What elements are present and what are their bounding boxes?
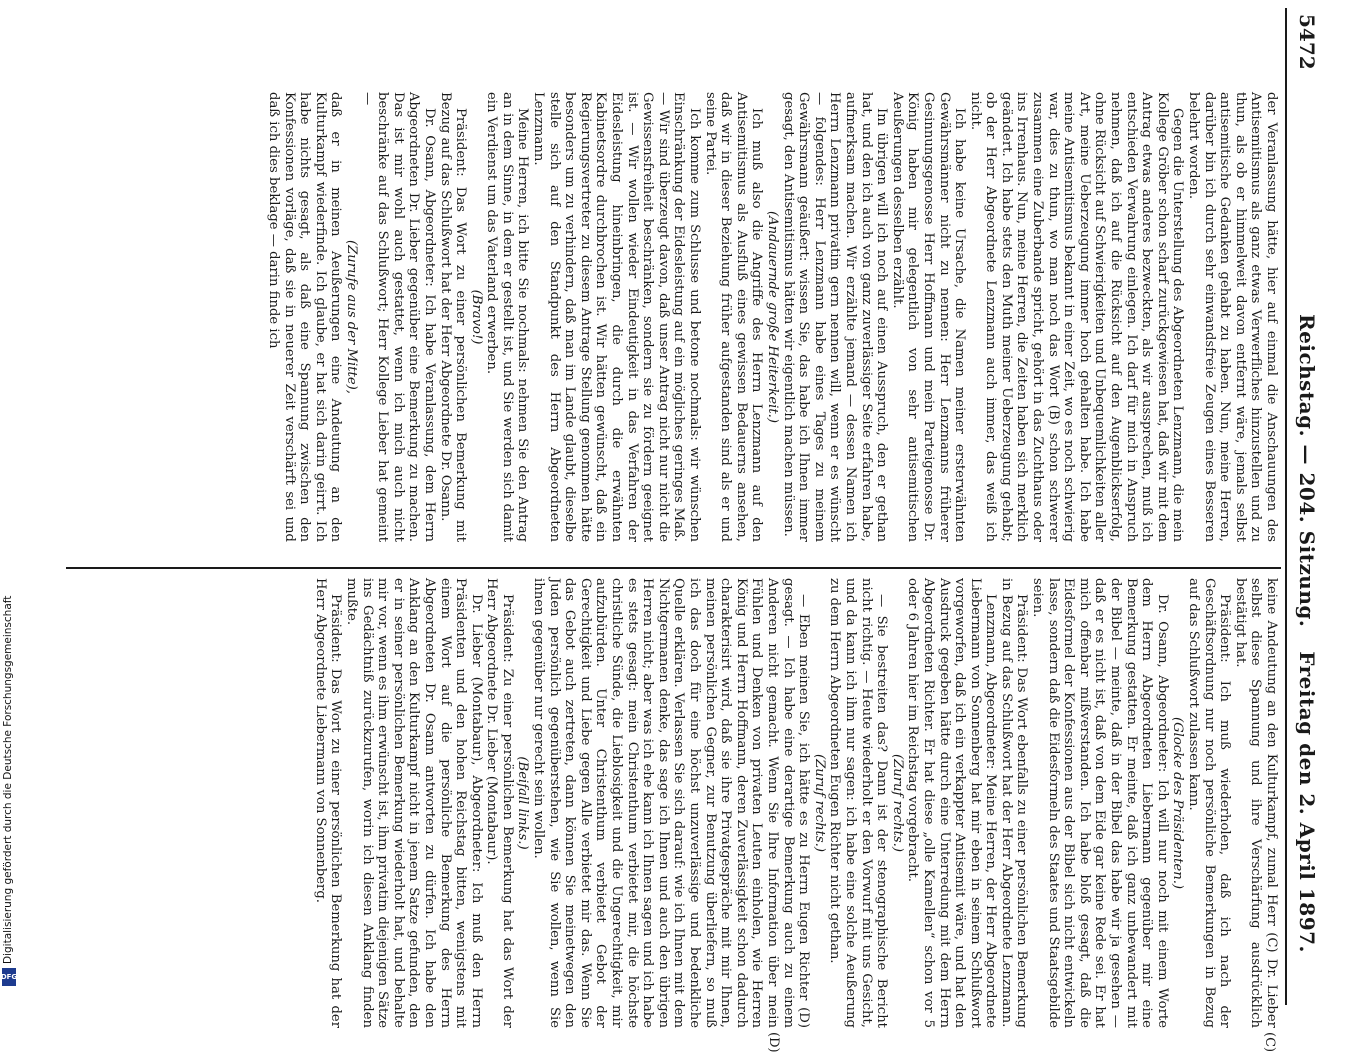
margin-marker-d: (D) (766, 1032, 781, 1053)
stage-direction: (Beifall links.) (515, 756, 531, 850)
digitization-credit (0, 595, 18, 986)
stage-direction: (Zuruf rechts.) (811, 753, 827, 853)
paragraph: der Veranlassung hätte, hier auf einmal die Anschauungen des Antisemitismus als ganz etwas Verwerfliches hinzustellen und zu thun, als ob er himmelweit davon entfernt wäre, jemals selbst antisemitische Gedanken gehabt zu haben. Nun, meine Herren, darüber bin ich durch sehr einwandsfreie Zeugen eines Besseren belehrt worden. (1186, 92, 1279, 542)
margin-marker-c: (C) (1262, 1032, 1277, 1053)
speaker-paragraph: Dr. Lieber (Montabaur), Abgeordneter: Ich muß den Herrn Präsidenten und den hohen Reichstag bitten, wenigstens mit einem Wort auf die persönliche Bemerkung des Herrn Abgeordneten Dr. Osann antworten zu dürfen. Ich habe den Anklang an den Kulturkampf nicht in jenem Satze gefunden, den er in seiner persönlichen Bemerkung wiederholt hat, und behalte mir vor, wenn es ihm erwünscht ist, ihm privatim diejenigen Sätze ins Gedächtniß zurückzurufen, worin ich diesen Anklang finden mußte. (343, 578, 484, 1028)
speaker-paragraph: Präsident: Das Wort ebenfalls zu einer persönlichen Bemerkung in Bezug auf das Schlußwort hat der Herr Abgeordnete Lenzmann. (998, 578, 1030, 1028)
paragraph: Ich habe keine Ursache, die Namen meiner ersterwähnten Gewährsmänner nicht zu nennen: Herr Lenzmanns früherer Gesinnungsgenosse Herr Hoffmann und mein Parteigenosse Dr. König haben mir gelegentlich von sehr antisemitischen Aeußerungen desselben erzählt. (889, 92, 968, 542)
paragraph: Meine Herren, ich bitte Sie nochmals: nehmen Sie den Antrag an in dem Sinne, in dem er gestellt ist, und Sie werden sich damit ein Verdienst um das Vaterland erwerben. (484, 92, 531, 542)
left-text-column (265, 92, 1279, 542)
stage-direction: (Zuruf rechts.) (889, 753, 905, 853)
dfg-logo: DFG (2, 968, 16, 986)
paragraph: keine Andeutung an den Kulturkampf, zumal Herr (C) Dr. Lieber selbst diese Spannung und ihre Verschärfung ausdrücklich bestätigt hat. (1232, 578, 1279, 1028)
credit-text: Digitalisierung gefördert durch die Deutsche Forschungsgemeinschaft (2, 595, 14, 964)
paragraph: daß er in meinen Aeußerungen eine Andeutung an den Kulturkampf wiederfinde. Ich glaube, er hat sich darin geirrt. Ich habe nichts gesagt, als daß eine Spannung zwischen den Konfessionen vorläge, daß sie in neuerer Zeit verschärft sei und daß ich dies beklage — darin finde ich (266, 92, 344, 542)
speaker-paragraph: Präsident: Ich muß wiederholen, daß ich nach der Geschäftsordnung nur noch persönliche Bemerkungen in Bezug auf das Schlußwort zulassen kann. (1186, 578, 1233, 1028)
stage-direction: (Glocke des Präsidenten.) (1170, 716, 1186, 890)
right-text-column (312, 578, 1279, 1028)
paragraph: Gegen die Unterstellung des Abgeordneten Lenzmann, die mein Kollege Gröber schon scharf zurückgewiesen hat, daß wir mit dem Antrag etwas anderes bezweckten, als wir aussprechen, muß ich entschieden Verwahrung einlegen. Ich darf für mich in Anspruch nehmen, daß ich auf die Rücksicht auf den Augenblickserfolg, ohne Rücksicht auf Schwierigkeiten und Unbequemlichkeiten aller Art, meine Ueberzeugung immer hoch gehalten habe. Ich habe meine Antisemitismus bekannt in einer Zeit, wo es noch schwierig war, dies zu thun, wo man noch das Wort (B) schon schwerer zusammen eine Zuberbande spricht, gehört in das Zuchthaus oder ins Irrenhaus. Nun, meine Herren, die Zeiten haben sich merklich geändert. Ich habe stets den Muth meiner Ueberzeugung gehabt; ob der Herr Abgeordnete Lenzmann auch immer, das weiß ich nicht. (967, 92, 1186, 542)
speaker-paragraph: Dr. Osann, Abgeordneter: Ich habe Veranlassung, dem Herrn Abgeordneten Dr. Lieber gegenüber eine Bemerkung zu machen. Das ist mir wohl auch gestattet, wenn ich mich auch nicht beschränke auf das Schlußwort; Herr Kollege Lieber hat gemeint — (359, 92, 437, 542)
column-divider (66, 567, 1281, 569)
speaker-paragraph: Präsident: Zu einer persönlichen Bemerkung hat das Wort der Herr Abgeordnete Dr. Lieber (Montabaur). (484, 578, 515, 1028)
page-date: Freitag den 2. April 1897. (1295, 651, 1319, 953)
stage-direction: (Zurufe aus der Mitte), (343, 240, 359, 394)
speaker-paragraph: Präsident: Das Wort zu einer persönlichen Bemerkung hat der Herr Abgeordnete Liebermann von Sonnenberg. (312, 578, 344, 1028)
speaker-paragraph: Präsident: Das Wort zu einer persönlichen Bemerkung mit Bezug auf das Schlußwort hat der Herr Abgeordnete Dr. Osann. (437, 92, 469, 542)
page-header (1285, 8, 1327, 1005)
paragraph: — Sie bestreiten das? Dann ist der stenographische Bericht nicht richtig. — Heute wiederholt er den Vorwurf mit uns Gesicht, und da kann ich ihm nur sagen: ich habe eine solche Aeußerung zu dem Herrn Abgeordneten Eugen Richter nicht gethan. (827, 578, 890, 1028)
paragraph: Ich muß also die Angriffe des Herrn Lenzmann auf den Antisemitismus als Ausfluß eines gewissen Bedauerns ansehen, daß wir in dieser Beziehung früher aufgestanden sind als er und seine Partei. (702, 92, 765, 542)
speaker-paragraph: Dr. Osann, Abgeordneter: Ich will nur noch mit einem Worte dem Herrn Abgeordneten Liebermann gegenüber mir eine Bemerkung gestatten. Er meinte, daß ich ganz unbewandert mit der Bibel — meinte, daß in der Bibel das habe wir ja gesehen — daß er es nicht ist, daß von dem Eide gar keine Rede sei. Er hat mich offenbar mißverstanden. Ich habe bloß gesagt, daß die Eidesformel der Konfessionen aus der Bibel sich nicht entwickeln lasse, sondern daß die Eidesformeln des Staates und Staatsgebilde seien. (1030, 578, 1170, 1028)
paragraph: — Eben meinen Sie, ich hätte es zu Herrn Eugen Richter (D) gesagt. — Ich habe eine derartige Bemerkung auch zu einem Anderen nicht gemacht. Wenn Sie Ihre Information über mein Fühlen und Denken von privaten Leuten einholen, wie Herren König und Herrn Hoffmann, deren Zuverlässigkeit schon dadurch charakterisirt wird, daß sie ihre Privatgespräche mit mir Ihnen, meinen persönlichen Gegner, zur Benutzung überliefern, so muß ich das doch für eine höchst unzuverlässige und bedenkliche Quelle erklären. Verlassen Sie sich darauf: wie ich Ihnen mit dem Nichtgermanen denke, das sage ich Ihnen und auch den übrigen Herren nicht; aber was ich ehe kann ich Ihnen sagen und ich habe es stets gesagt: mein Christenthum verbietet mir, die höchste christliche Sünde, die Lieblosigkeit und die Ungerechtigkeit, mir aufzubürden. Unter Christenthum verbietet Gebot der Gerechtigkeit und Liebe gegen Alle verbietet mir das. Wenn Sie das Gebot auch zertreten, dann können Sie meinetwegen den Juden persönlich gegenüberstehen, wie Sie wollen, wenn Sie ihnen gegenüber nur gerecht sein wollen. (531, 578, 812, 1028)
page-number: 5472 (1295, 14, 1319, 70)
speaker-paragraph: Lenzmann, Abgeordneter: Meine Herren, der Herr Abgeordnete Liebermann von Sonnenberg hat mir eben in seinem Schlußwort vorgeworfen, daß ich ein verkappter Antisemit wäre, und hat den Ausdruck gegeben hätte durch eine Unterredung mit dem Herrn Abgeordneten Richter. Er hat diese „olle Kamellen“ schon vor 5 oder 6 Jahren hier im Reichstag vorgebracht. (905, 578, 999, 1028)
stage-direction: (Bravo!) (468, 289, 484, 345)
stage-direction: (Andauernde große Heiterkeit.) (765, 210, 780, 424)
page-title: Reichstag. — 204. Sitzung. (1295, 314, 1319, 628)
paragraph: Im übrigen will ich noch auf einen Ausspruch, den er gethan hat, und den ich auch von ganz zuverlässiger Seite erfahren habe, aufmerksam machen. Wir erzählte jemand — dessen Namen ich Herrn Lenzmann privatim gern nennen will, wenn er es wünscht — folgendes: Herr Lenzmann habe eines Tages zu meinem Gewährsmann geäußert: wissen Sie, das habe ich Ihnen immer gesagt, den Antisemitismus hätten wir eigentlich machen müssen. (780, 92, 890, 542)
paragraph: Ich komme zum Schlusse und betone nochmals: wir wünschen Einschränkung der Eidesleistung auf ein mögliches geringes Maß. — Wir sind überzeugt davon, daß unser Antrag nicht nur nicht die Gewissensfreiheit beschränken, sondern sie zu fördern geeignet ist. — Wir wollen wieder Eindeutigkeit in das Verfahren der Eidesleistung hineinbringen, die durch die erwähnten Kabinetsordre durchbrochen ist. Wir hätten gewünscht, daß ein Regierungsvertreter zu diesem Antrage Stellung genommen hätte besonders um zu verhindern, daß man im Lande glaubt, dieselbe stelle sich auf den Standpunkt des Herrn Abgeordneten Lenzmann. (531, 92, 703, 542)
